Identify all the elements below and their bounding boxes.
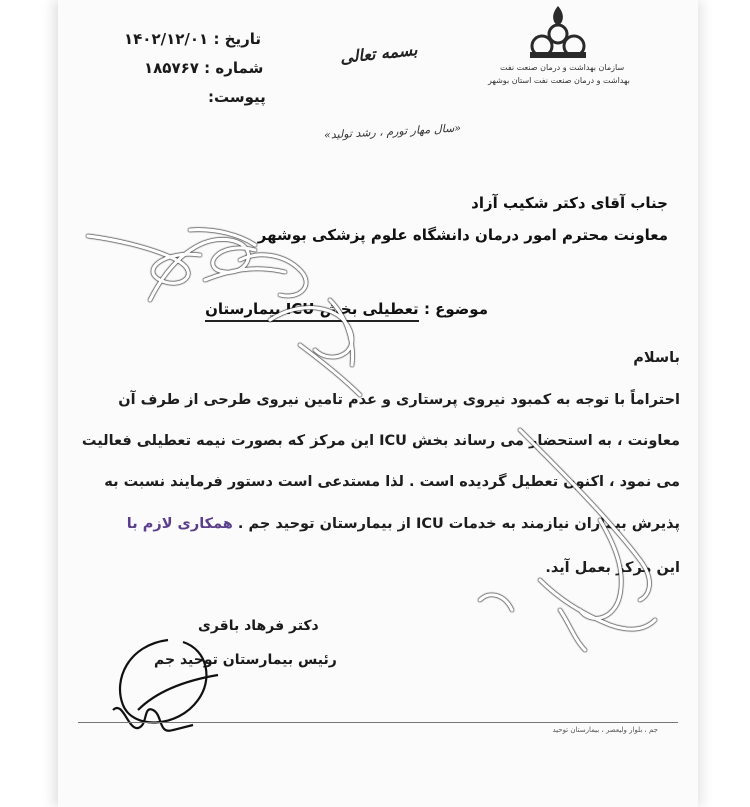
signatory-name: دکتر فرهاد باقری: [198, 618, 319, 634]
number-value: ۱۸۵۷۶۷: [144, 59, 199, 77]
org-line-2: بهداشت و درمان صنعت نفت استان بوشهر: [488, 76, 630, 85]
oil-company-logo: [508, 4, 608, 64]
subject-label: موضوع :: [423, 300, 488, 318]
bismillah: بسمه تعالی: [339, 40, 419, 67]
body-line-3: می نمود ، اکنون تعطیل گردیده است . لذا مستدعی است دستور فرمایند نسبت به: [104, 474, 680, 490]
footer-divider: [78, 722, 678, 723]
number-label: شماره :: [204, 59, 264, 77]
number-row: [144, 59, 263, 77]
subject-line: [205, 300, 488, 318]
letter-page: [58, 0, 698, 807]
recipient-title: معاونت محترم امور درمان دانشگاه علوم پزشکی بوشهر: [257, 226, 668, 244]
footer-address: جم ، بلوار ولیعصر ، بیمارستان توحید: [552, 726, 658, 734]
subject-value: تعطیلی بخش ICU بیمارستان: [205, 300, 419, 322]
body-line-4: [127, 516, 680, 532]
greeting: باسلام: [633, 350, 680, 366]
recipient-name: جناب آقای دکتر شکیب آزاد: [471, 194, 668, 212]
signatory-title: رئیس بیمارستان توحید جم: [154, 652, 337, 668]
attachment-label: پیوست:: [208, 88, 266, 106]
flame-logo-icon: [508, 4, 608, 64]
body-line-5: این مرکز بعمل آید.: [545, 560, 680, 576]
body-line-4b: همکاری لازم با: [126, 516, 238, 532]
body-line-2: معاونت ، به استحضار می رساند بخش ICU این مرکز که بصورت نیمه تعطیلی فعالیت: [81, 433, 680, 449]
date-value: ۱۴۰۲/۱۲/۰۱: [124, 30, 209, 48]
date-row: [124, 30, 261, 48]
body-line-4a: پذیرش بیماران نیازمند به خدمات ICU از بیمارستان توحید جم .: [237, 516, 680, 532]
body-line-1: احتراماً با توجه به کمبود نیروی پرستاری و عدم تامین نیروی طرحی از طرف آن: [118, 392, 680, 408]
date-label: تاریخ :: [213, 30, 262, 48]
handwritten-signature: [98, 610, 248, 750]
org-line-1: سازمان بهداشت و درمان صنعت نفت: [500, 63, 625, 72]
year-slogan: «سال مهار تورم ، رشد تولید»: [323, 121, 462, 142]
